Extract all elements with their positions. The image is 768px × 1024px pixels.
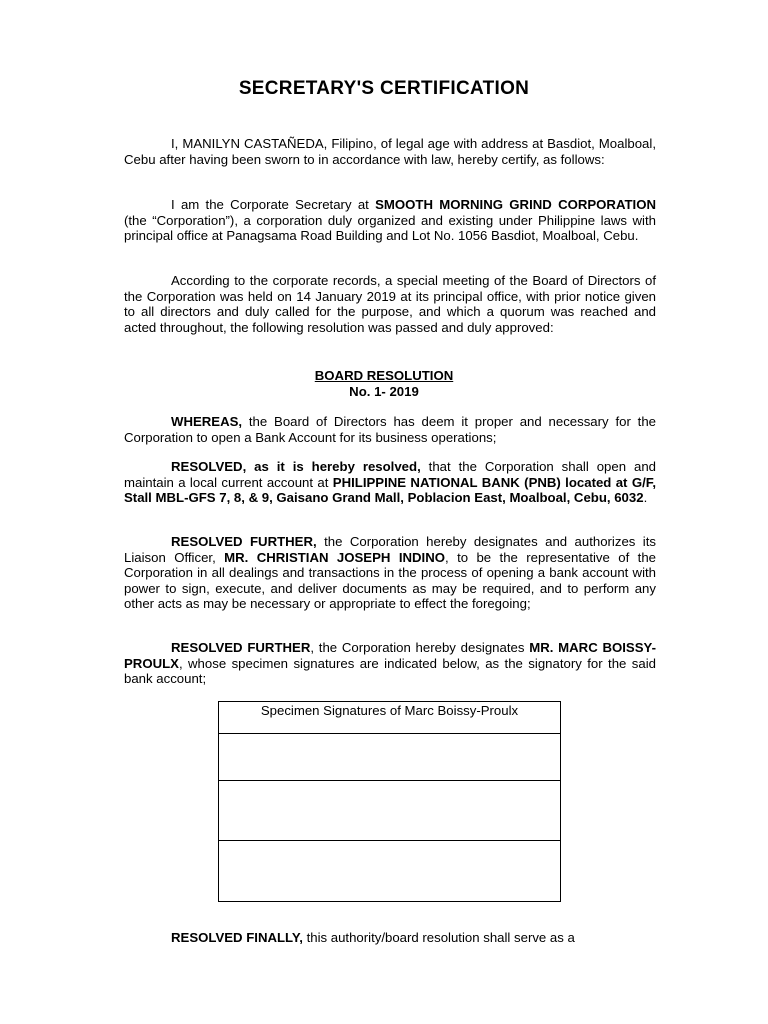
meeting-paragraph: [124, 273, 656, 335]
intro-paragraph: [124, 136, 656, 167]
resolved-signatory-text-b: , whose specimen signatures are indicated below, as the signatory for the said bank account;: [124, 655, 656, 686]
resolved-signatory-paragraph: [124, 640, 656, 687]
specimen-table-header: Specimen Signatures of Marc Boissy-Proulx: [219, 702, 561, 734]
resolved-signatory-lead: RESOLVED FURTHER: [171, 640, 311, 655]
resolved-signatory-text-a: , the Corporation hereby designates: [310, 640, 530, 655]
resolved-liaison-text-b: , to be the representative of the Corporation in all dealings and transactions in the process of opening a bank account with power to sign, execute, and deliver documents as may be required, and to perform any other acts as may be necessary or appropriate to effect the foregoing;: [124, 549, 657, 611]
signatory-name: MR. MARC BOISSY-PROULX: [124, 640, 656, 671]
signature-box: [219, 781, 561, 841]
whereas-paragraph: [124, 414, 656, 445]
specimen-signature-table: [218, 701, 561, 902]
resolved-open-lead: RESOLVED, as it is hereby resolved,: [171, 459, 421, 474]
resolution-heading: [0, 368, 768, 399]
meeting-text: According to the corporate records, a special meeting of the Board of Directors of the Corporation was held on 14 January 2019 at its principal office, with prior notice given to all directors and duly called for the purpose, and which a quorum was reached and acted throughout, the following resolution was passed and duly approved:: [124, 273, 656, 335]
secretary-text-a: I am the Corporate Secretary at: [171, 197, 376, 212]
resolved-liaison-text-a: the Corporation hereby designates and authorizes its Liaison Officer,: [124, 534, 656, 565]
resolved-open-text-b: .: [643, 490, 648, 505]
secretary-text-b: (the “Corporation”), a corporation duly organized and existing under Philippine laws with principal office at Panagsama Road Building and Lot No. 1056 Basdiot, Moalboal, Cebu.: [124, 212, 656, 243]
resolved-liaison-paragraph: [124, 534, 656, 612]
document-title: SECRETARY'S CERTIFICATION: [238, 78, 530, 99]
signature-box: [219, 734, 561, 781]
resolution-title: BOARD RESOLUTION: [314, 368, 454, 383]
whereas-text: the Board of Directors has deem it proper and necessary for the Corporation to open a Bank Account for its business operations;: [124, 414, 656, 445]
bank-name-address: PHILIPPINE NATIONAL BANK (PNB) located at G/F, Stall MBL-GFS 7, 8, & 9, Gaisano Grand Mall, Poblacion East, Moalboal, Cebu, 6032: [124, 474, 656, 505]
resolution-number: No. 1- 2019: [349, 383, 419, 399]
resolved-open-account-paragraph: [124, 459, 656, 506]
resolved-finally-paragraph: [124, 930, 656, 946]
corporation-name: SMOOTH MORNING GRIND CORPORATION: [375, 197, 656, 212]
liaison-officer-name: MR. CHRISTIAN JOSEPH INDINO: [224, 549, 445, 565]
resolved-finally-text: this authority/board resolution shall serve as a: [302, 930, 575, 945]
secretary-paragraph: [124, 197, 656, 244]
whereas-lead: WHEREAS,: [171, 414, 243, 429]
resolved-liaison-lead: RESOLVED FURTHER,: [171, 534, 317, 549]
intro-text: I, MANILYN CASTAÑEDA, Filipino, of legal age with address at Basdiot, Moalboal, Cebu after having been sworn to in accordance with law, hereby certify, as follows:: [124, 136, 656, 167]
resolved-finally-lead: RESOLVED FINALLY,: [171, 930, 303, 945]
signature-box: [219, 841, 561, 902]
resolved-open-text-a: that the Corporation shall open and maintain a local current account at: [124, 459, 656, 490]
